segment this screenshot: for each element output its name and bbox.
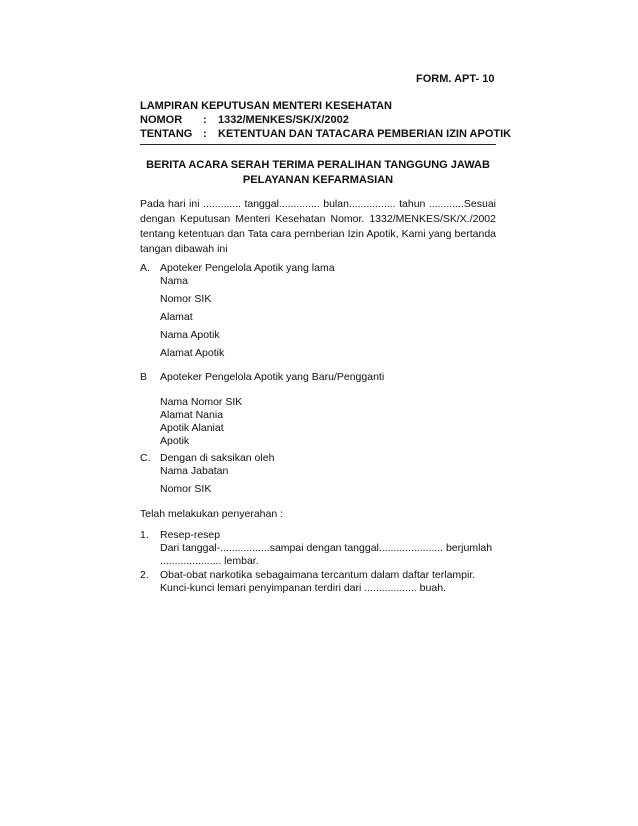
header-tentang-colon: : (203, 128, 207, 140)
header-lampiran: LAMPIRAN KEPUTUSAN MENTERI KESEHATAN (140, 100, 392, 112)
handover-item-2-line-2: Kunci-kunci lemari penyimpanan terdiri dari .................. buah. (160, 582, 446, 594)
section-a-field-nama: Nama (160, 275, 189, 287)
intro-line-2: dengan Keputusan Menteri Kesehatan Nomor. 1332/MENKES/SK/X./2002 (140, 213, 496, 225)
section-c-marker: C. (140, 452, 151, 464)
section-b-heading: Apoteker Pengelola Apotik yang Baru/Pengganti (160, 371, 385, 383)
section-a-marker: A. (140, 262, 150, 274)
section-c-field-nama-jabatan: Nama Jabatan (160, 465, 229, 477)
header-nomor-label: NOMOR (140, 114, 183, 126)
form-code: FORM. APT- 10 (416, 73, 495, 85)
handover-intro: Telah melakukan penyerahan : (140, 508, 284, 520)
header-divider (140, 144, 496, 145)
section-a-field-alamat: Alamat (160, 311, 193, 323)
section-a-field-nomor-sik: Nomor SIK (160, 293, 212, 305)
header-tentang-label: TENTANG (140, 128, 193, 140)
intro-line-1: Pada hari ini ............. tanggal.............. bulan................ tahun ............Sesuai (140, 198, 496, 210)
handover-item-1-marker: 1. (140, 529, 149, 541)
section-c-heading: Dengan di saksikan oleh (160, 452, 275, 464)
intro-line-3: tentang ketentuan dan Tata cara pernberian Izin Apotik, Kami yang bertanda (140, 228, 496, 240)
section-b-field-4: Apotik (160, 435, 190, 447)
title-line-1: BERITA ACARA SERAH TERIMA PERALIHAN TANGGUNG JAWAB (146, 159, 490, 171)
section-a-field-nama-apotik: Nama Apotik (160, 329, 220, 341)
header-nomor-colon: : (203, 114, 207, 126)
section-b-marker: B (140, 371, 148, 383)
intro-line-4: tangan dibawah ini (140, 243, 228, 255)
title-line-2: PELAYANAN KEFARMASIAN (242, 174, 394, 186)
handover-item-1-line-2: Dari tanggal-.................sampai dengan tanggal...................... berjumlah (160, 542, 493, 554)
section-a-heading: Apoteker Pengelola Apotik yang lama (160, 262, 335, 274)
section-b-field-3: Apotik Alaniat (160, 422, 224, 434)
section-a-field-alamat-apotik: Alamat Apotik (160, 347, 225, 359)
header-nomor-value: 1332/MENKES/SK/X/2002 (218, 114, 349, 126)
handover-item-1-title: Resep-resep (160, 529, 221, 541)
section-c-field-nomor-sik: Nomor SIK (160, 483, 212, 495)
header-tentang-value: KETENTUAN DAN TATACARA PEMBERIAN IZIN APOTIK (218, 128, 512, 140)
section-b-field-2: Alamat Nania (160, 409, 224, 421)
handover-item-2-title: Obat-obat narkotika sebagaimana tercantum dalam daftar terlampir. (160, 569, 476, 581)
handover-item-2-marker: 2. (140, 569, 149, 581)
handover-item-1-line-3: ..................... lembar. (160, 555, 259, 567)
section-b-field-1: Nama Nomor SIK (160, 396, 243, 408)
